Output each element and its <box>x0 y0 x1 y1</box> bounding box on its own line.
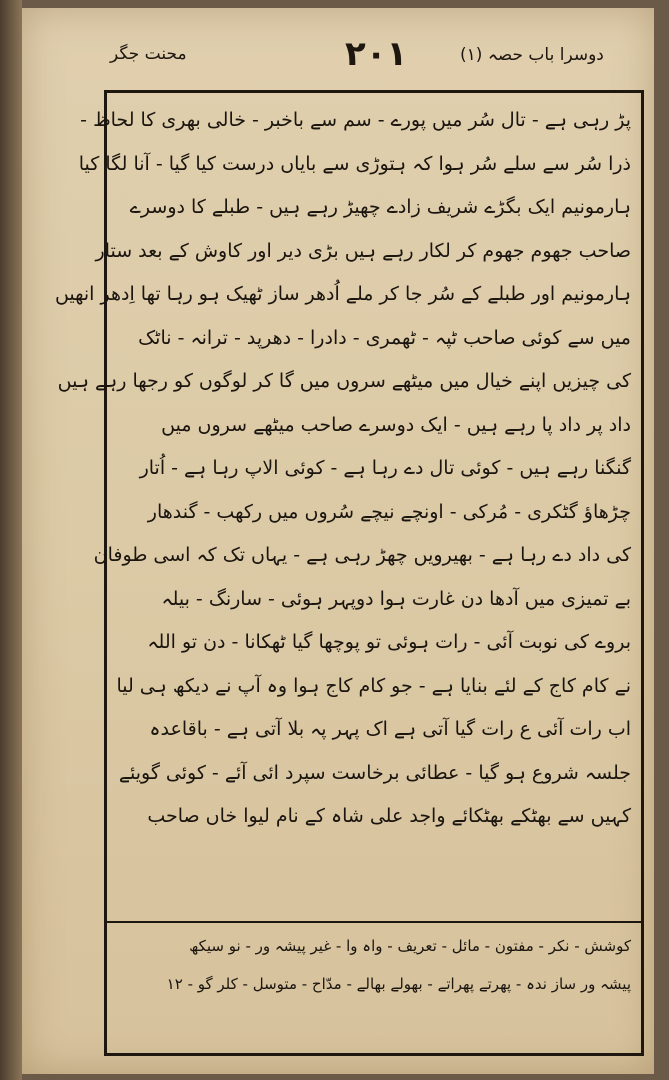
text-line: گنگنا رہے ہیں - کوئی تال دے رہا ہے - کوئی الاپ رہا ہے - اُتار <box>139 457 631 479</box>
body-text <box>54 99 631 899</box>
text-line: بے تمیزی میں آدھا دن غارت ہوا دوپہر ہوئی - سارنگ - بیلہ <box>161 587 631 610</box>
text-line: ہارمونیم ایک بگڑے شریف زادے چھیڑ رہے ہیں - طبلے کا دوسرے <box>129 196 631 218</box>
text-line: کی داد دے رہا ہے - بھیرویں چھڑ رہی ہے - یہاں تک کہ اسی طوفان <box>93 544 631 566</box>
text-line: کی چیزیں اپنے خیال میں میٹھے سروں میں گا کر لوگوں کو رجھا رہے ہیں <box>57 370 631 392</box>
text-line: بروے کی نوبت آئی - رات ہوئی تو پوچھا گیا ٹھکانا - دن تو اللہ <box>147 631 631 653</box>
page-number: ۲۰۱ <box>345 34 408 74</box>
text-line: صاحب جھوم جھوم کر لکار رہے ہیں بڑی دیر اور کاوش کے بعد ستار <box>95 239 631 262</box>
glossary-line: کوشش - نکر - مفتون - مائل - تعریف - واہ وا - غیر پیشہ ور - نو سیکھ <box>189 937 631 955</box>
glossary-line: پیشہ ور ساز ندہ - پھرتے پھراتے - بھولے بھالے - مدّاح - متوسل - کلر گو - ۱۲ <box>166 975 631 993</box>
text-line: میں سے کوئی صاحب ٹپہ - ٹھمری - دادرا - دھرپد - ترانہ - ناٹک <box>138 326 631 349</box>
text-line: داد پر داد پا رہے ہیں - ایک دوسرے صاحب میٹھے سروں میں <box>161 413 631 436</box>
text-line: کہیں سے بھٹکے بھٹکائے واجد علی شاہ کے نام لیوا خاں صاحب <box>147 805 631 827</box>
text-line: ذرا سُر سے سلے سُر ہوا کہ ہتوڑی سے بایاں درست کیا گیا - آنا لگا کیا <box>78 152 631 175</box>
running-title-right: دوسرا باب حصہ (۱) <box>460 45 604 65</box>
text-line: نے کام کاج کے لئے بنایا ہے - جو کام کاج ہوا وہ آپ نے دیکھ ہی لیا <box>116 674 631 697</box>
glossary-footnotes <box>119 927 631 1003</box>
page-header <box>40 34 620 84</box>
footnote-divider <box>107 921 641 923</box>
text-line: جلسہ شروع ہو گیا - عطائی برخاست سپرد ائی آئے - کوئی گویئے <box>118 761 631 784</box>
text-line: پڑ رہی ہے - تال سُر میں پورے - سم سے باخبر - خالی بھری کا لحاظ - <box>80 109 631 131</box>
text-line: ہارمونیم اور طبلے کے سُر جا کر ملے اُدھر ساز ٹھیک ہو رہا تھا اِدھر انھیں <box>54 283 631 305</box>
running-title-left: محنت جگر <box>110 44 187 64</box>
text-frame <box>54 90 644 1056</box>
text-line: اب رات آئی ع رات گیا آتی ہے اک پہر پہ بلا آتی ہے - باقاعدہ <box>149 718 631 740</box>
text-line: چڑھاؤ گٹکری - مُرکی - اونچے نیچے سُروں میں رکھب - گندھار <box>147 500 631 523</box>
book-spine-edge <box>0 0 22 1080</box>
